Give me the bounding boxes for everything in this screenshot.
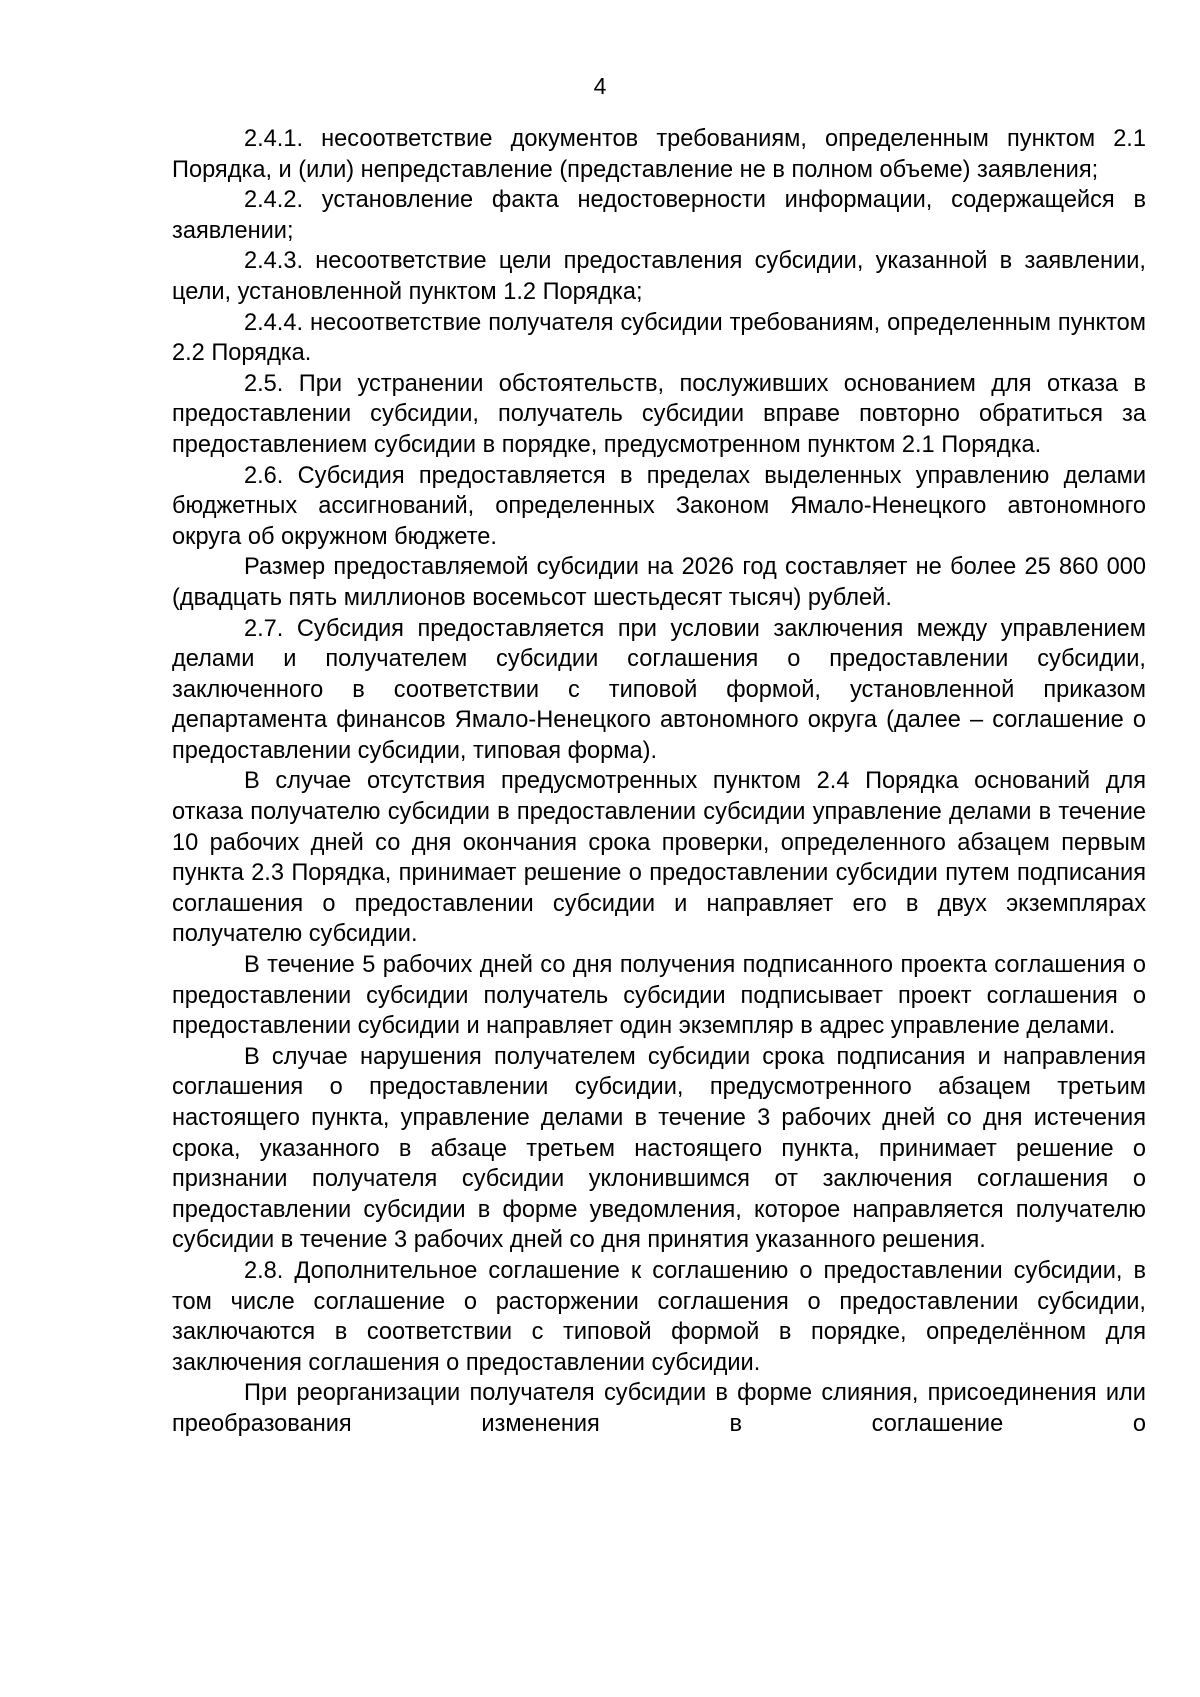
paragraph-2-4-2: 2.4.2. установление факта недостоверности информации, содержащейся в заявлении; (172, 187, 1146, 244)
paragraph-2-4-1: 2.4.1. несоответствие документов требованиям, определенным пунктом 2.1 Порядка, и (или) непредставление (представление не в полном объеме) заявления; (172, 126, 1146, 183)
paragraph-reorganization: При реорганизации получателя субсидии в форме слияния, присоединения или преобразования изменения в соглашение о (172, 1380, 1146, 1437)
paragraph-2-5: 2.5. При устранении обстоятельств, послуживших основанием для отказа в предоставлении субсидии, получатель субсидии вправе повторно обратиться за предоставлением субсидии в порядке, предусмотренном пунктом 2.1 Порядка. (172, 370, 1146, 458)
paragraph-2-7: 2.7. Субсидия предоставляется при условии заключения между управлением делами и получателем субсидии соглашения о предоставлении субсидии, заключенного в соответствии с типовой формой, установленной приказом департамента финансов Ямало-Ненецкого автономного округа (далее – соглашение о предоставлении субсидии, типовая форма). (172, 615, 1146, 764)
paragraph-2-4-4: 2.4.4. несоответствие получателя субсидии требованиям, определенным пунктом 2.2 Порядка. (172, 309, 1146, 367)
page-number: 4 (593, 73, 607, 99)
paragraph-no-refusal-grounds: В случае отсутствия предусмотренных пунктом 2.4 Порядка оснований для отказа получателю субсидии в предоставлении субсидии управление делами в течение 10 рабочих дней со дня окончания срока проверки, определенного абзацем первым пункта 2.3 Порядка, принимает решение о предоставлении субсидии путем подписания соглашения о предоставлении субсидии и направляет его в двух экземплярах получателю субсидии. (172, 768, 1146, 948)
paragraph-2-4-3: 2.4.3. несоответствие цели предоставления субсидии, указанной в заявлении, цели, установленной пунктом 1.2 Порядка; (172, 248, 1146, 305)
paragraph-signing-term: В течение 5 рабочих дней со дня получения подписанного проекта соглашения о предоставлении субсидии получатель субсидии подписывает проект соглашения о предоставлении субсидии и направляет один экземпляр в адрес управление делами. (172, 952, 1146, 1040)
document-body (172, 124, 1146, 1440)
paragraph-2-8: 2.8. Дополнительное соглашение к соглашению о предоставлении субсидии, в том числе соглашение о расторжении соглашения о предоставлении субсидии, заключаются в соответствии с типовой формой в порядке, определённом для заключения соглашения о предоставлении субсидии. (172, 1257, 1146, 1376)
paragraph-subsidy-amount: Размер предоставляемой субсидии на 2026 год составляет не более 25 860 000 (двадцать пять миллионов восемьсот шестьдесят тысяч) рублей. (172, 554, 1146, 611)
paragraph-signing-violation: В случае нарушения получателем субсидии срока подписания и направления соглашения о предоставлении субсидии, предусмотренного абзацем третьим настоящего пункта, управление делами в течение 3 рабочих дней со дня истечения срока, указанного в абзаце третьем настоящего пункта, принимает решение о признании получателя субсидии уклонившимся от заключения соглашения о предоставлении субсидии в форме уведомления, которое направляется получателю субсидии в течение 3 рабочих дней со дня принятия указанного решения. (172, 1043, 1146, 1254)
paragraph-2-6: 2.6. Субсидия предоставляется в пределах выделенных управлению делами бюджетных ассигнований, определенных Законом Ямало-Ненецкого автономного округа об окружном бюджете. (172, 462, 1146, 550)
